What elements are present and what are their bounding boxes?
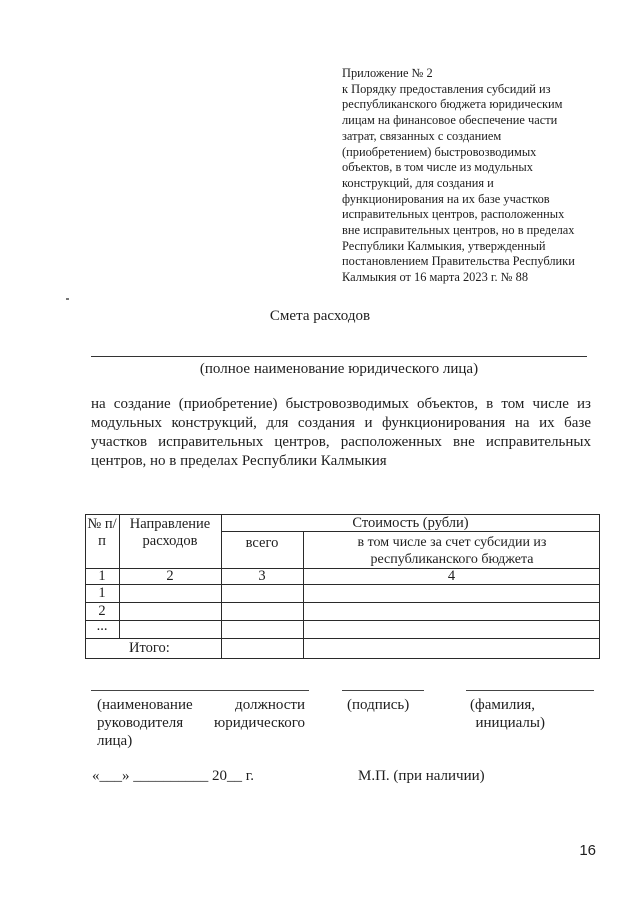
appendix-line: республиканского бюджета юридическим [342,97,563,112]
entity-name-caption: (полное наименование юридического лица) [199,361,479,377]
purpose-line: на создание (приобретение) быстровозводимых объектов, в том числе из [91,396,591,412]
appendix-line: Республики Калмыкия, утвержденный [342,238,546,253]
position-caption: (наименование должности руководителя юридического лица) [97,697,305,749]
purpose-line: центров, но в пределах Республики Калмыкия [91,453,387,469]
page-number: 16 [579,842,596,859]
appendix-line: лицам на финансовое обеспечение части [342,113,558,128]
appendix-header [342,66,604,286]
document-title: Смета расходов [269,308,371,324]
appendix-line: вне исправительных центров, но в пределах [342,223,575,238]
appendix-line: конструкций, для создания и [342,175,494,190]
row-number: 2 [98,603,106,619]
column-number: 1 [98,568,106,584]
column-number: 2 [166,568,174,584]
header-cell-no: № п/п [87,516,117,549]
table-border-bottom [85,658,600,659]
appendix-line: (приобретением) быстровозводимых [342,144,537,159]
row-number: 1 [98,585,106,601]
column-number: 4 [447,568,456,584]
signature-caption: (подпись) [347,697,410,713]
appendix-line: постановлением Правительства Республики [342,254,575,269]
table-rule [303,531,304,659]
total-label: Итого: [129,640,170,656]
appendix-line: функционирования на их базе участков [342,191,550,206]
signature-field[interactable] [342,690,424,691]
purpose-line: модульных конструкций, для создания и функционирования на их базе [91,415,591,431]
table-rule [85,602,600,603]
appendix-line: Приложение № 2 [342,66,433,80]
name-caption: (фамилия, инициалы) [470,697,545,731]
header-cell-total: всего [245,535,279,551]
estimate-table [85,514,600,659]
header-cell-subsidy: в том числе за счет субсидии из республиканского бюджета [357,535,547,567]
entity-name-field[interactable] [91,356,587,357]
date-line[interactable]: «___» __________ 20__ г. [92,768,254,784]
appendix-line: к Порядку предоставления субсидий из [342,81,551,96]
appendix-line: затрат, связанных с созданием [342,128,502,143]
table-rule [85,638,600,639]
appendix-line: Калмыкия от 16 марта 2023 г. № 88 [342,270,529,285]
row-number: ... [96,618,108,634]
appendix-line: исправительных центров, расположенных [342,207,565,222]
table-rule [85,620,600,621]
name-field[interactable] [466,690,594,691]
purpose-text [91,395,591,471]
header-cell-cost: Стоимость (рубли) [352,515,469,531]
column-number: 3 [258,568,266,584]
table-border-right [599,514,600,659]
scan-artifact [66,298,69,300]
purpose-line: участков исправительных центров, расположенных вне исправительных [91,434,591,450]
stamp-note: М.П. (при наличии) [358,768,485,784]
position-field[interactable] [91,690,309,691]
header-cell-direction: Направление расходов [129,516,211,549]
appendix-line: объектов, в том числе из модульных [342,160,533,175]
